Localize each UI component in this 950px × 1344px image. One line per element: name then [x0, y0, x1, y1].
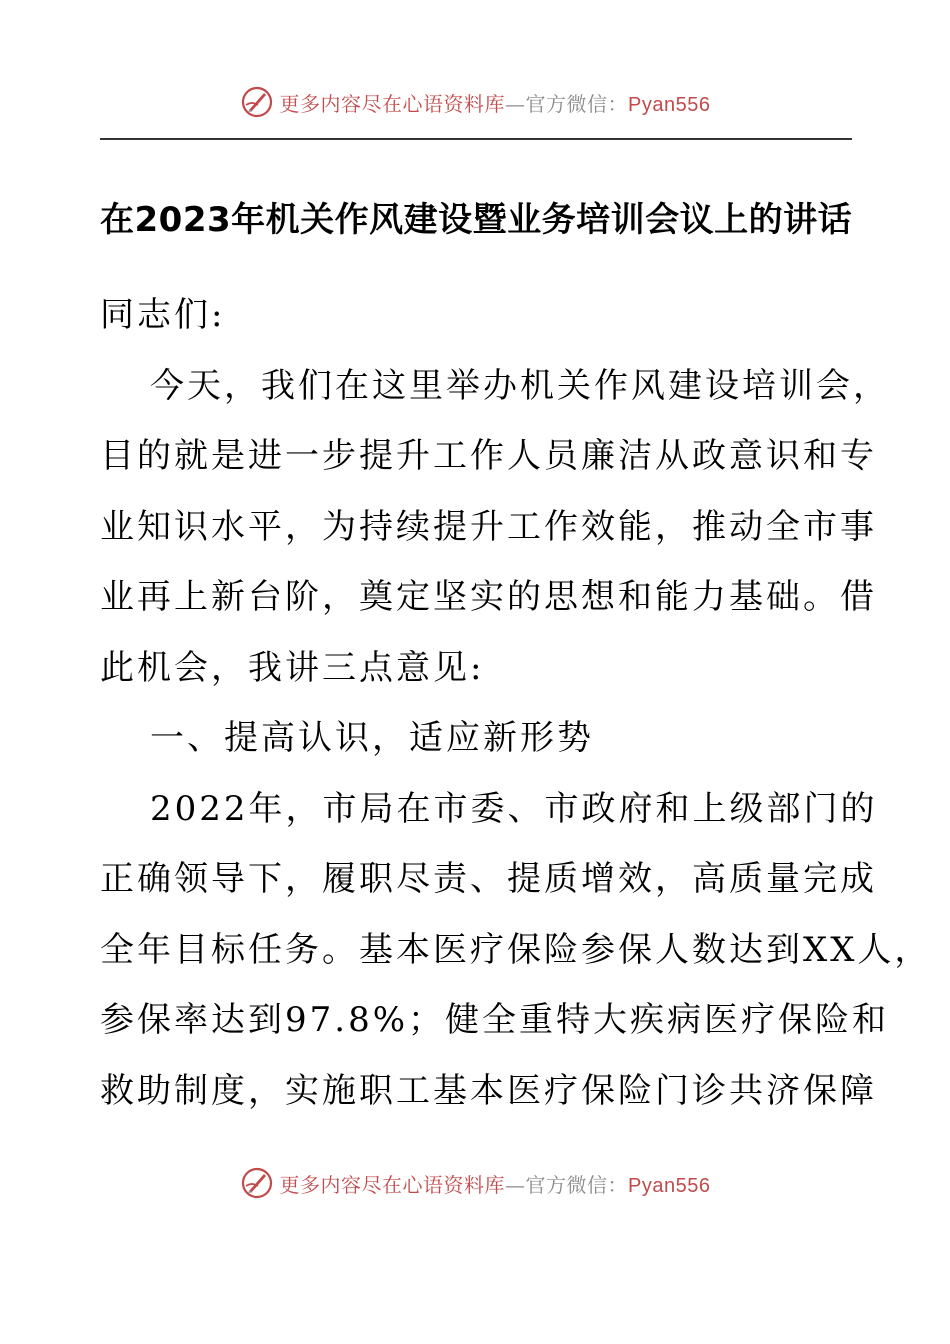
section-heading: 一、提高认识，适应新形势 — [150, 718, 594, 758]
body-line: 目的就是进一步提升工作人员廉洁从政意识和专 — [100, 436, 877, 476]
header-divider — [100, 138, 852, 140]
body-line: 参保率达到97.8%；健全重特大疾病医疗保险和 — [100, 1000, 890, 1040]
document-body — [100, 280, 932, 1126]
quill-logo-icon — [240, 1166, 274, 1200]
footer-banner-text: 更多内容尽在心语资料库—官方微信：Pyan556 — [279, 1172, 711, 1197]
quill-logo-icon — [240, 85, 274, 119]
body-line: 救助制度，实施职工基本医疗保险门诊共济保障 — [100, 1070, 877, 1111]
document-title: 在2023年机关作风建设暨业务培训会议上的讲话 — [100, 200, 853, 240]
body-line: 业知识水平，为持续提升工作效能，推动全市事 — [100, 506, 877, 547]
header-banner-text: 更多内容尽在心语资料库—官方微信：Pyan556 — [279, 91, 711, 116]
body-line: 此机会，我讲三点意见: — [100, 647, 485, 688]
body-line: 今天，我们在这里举办机关作风建设培训会， — [150, 365, 890, 406]
body-line: 全年目标任务。基本医疗保险参保人数达到XX人， — [100, 929, 932, 970]
body-line: 正确领导下，履职尽责、提质增效，高质量完成 — [100, 859, 877, 899]
body-line: 2022年，市局在市委、市政府和上级部门的 — [150, 788, 878, 829]
body-line: 业再上新台阶，奠定坚实的思想和能力基础。借 — [100, 577, 877, 617]
salutation: 同志们: — [100, 295, 226, 335]
header-banner — [0, 82, 950, 122]
footer-banner — [0, 1163, 950, 1203]
